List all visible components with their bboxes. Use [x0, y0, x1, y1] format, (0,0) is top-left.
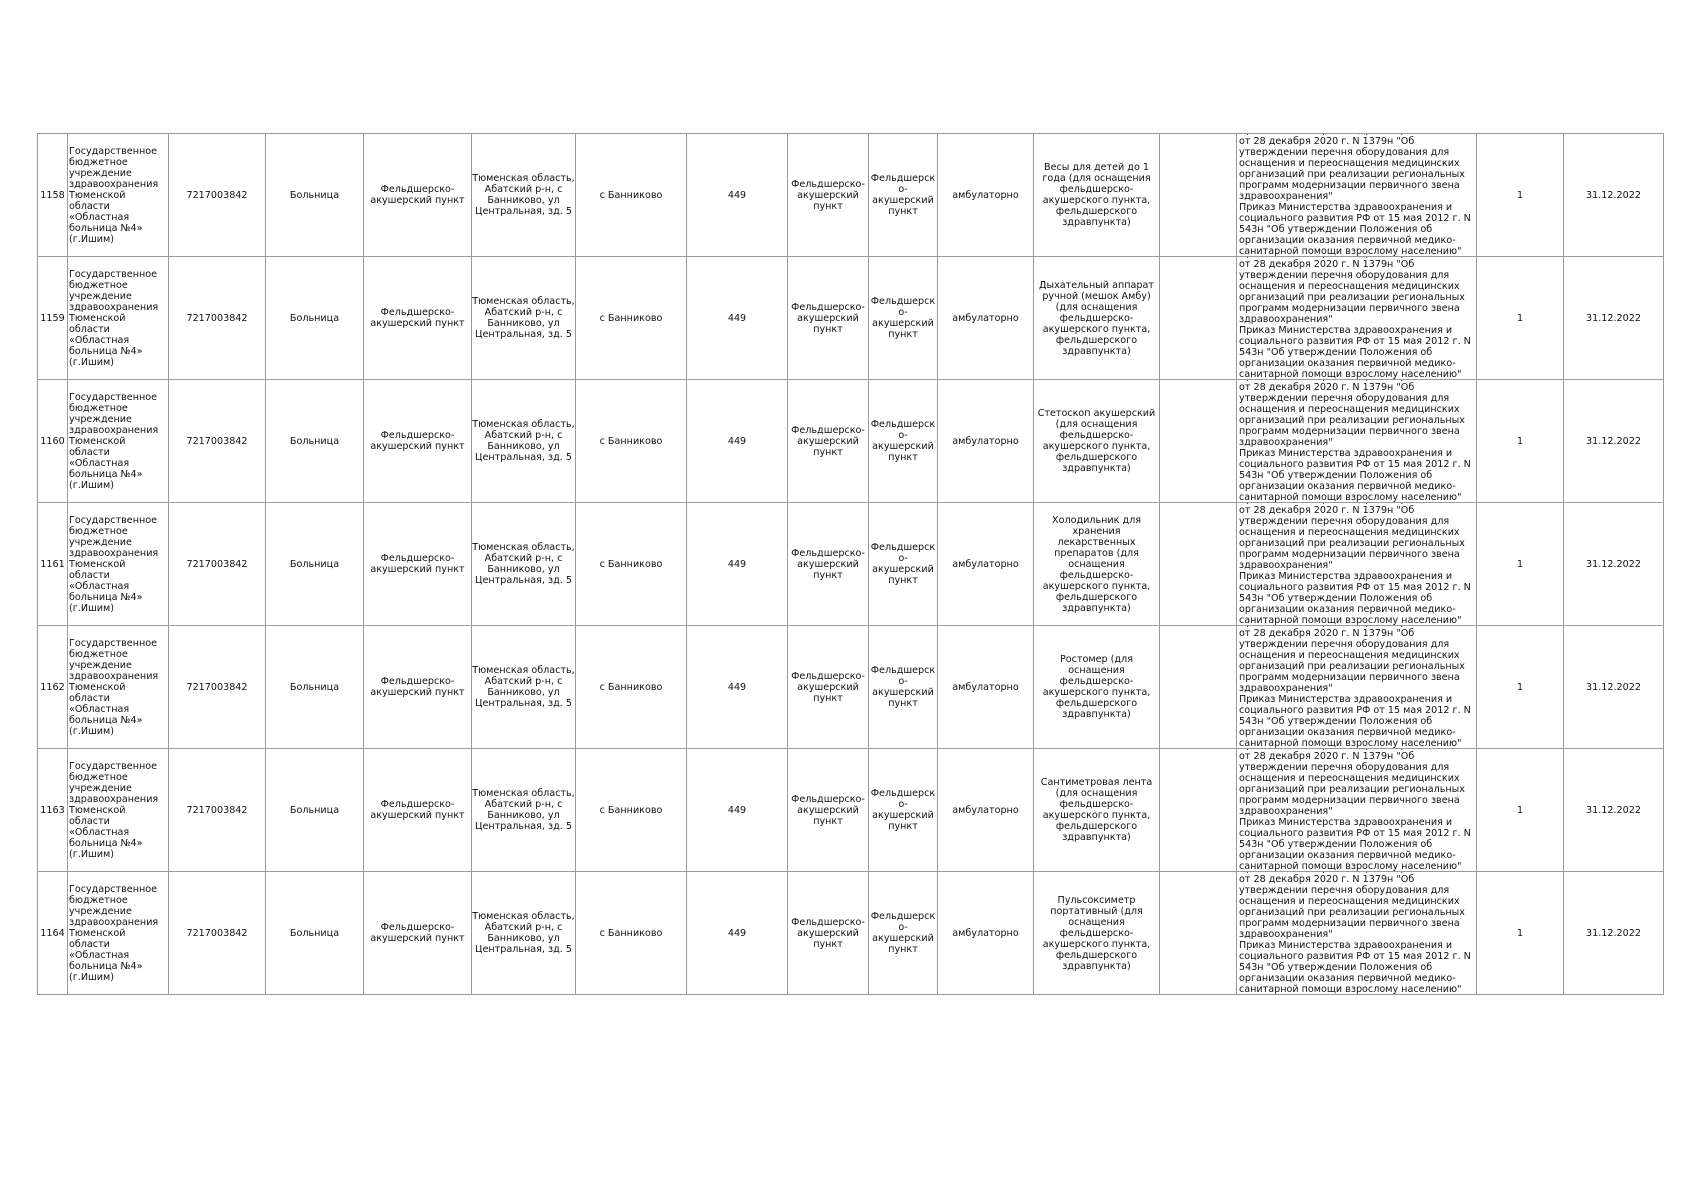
legal-basis-clip — [1237, 503, 1476, 625]
equipment-cell: Сантиметровая лента (для оснащения фельдшерско-акушерского пункта, фельдшерского здравпункта) — [1034, 749, 1160, 872]
care-form-cell: амбулаторно — [938, 626, 1034, 749]
locality-cell: с Банниково — [576, 626, 687, 749]
legal-basis-cell — [1237, 380, 1477, 503]
organization-cell: Государственное бюджетное учреждение здравоохранения Тюменской области «Областная больница №4» (г.Ишим) — [68, 872, 169, 995]
date-cell: 31.12.2022 — [1564, 749, 1664, 872]
legal-basis-cell — [1237, 257, 1477, 380]
organization-cell: Государственное бюджетное учреждение здравоохранения Тюменской области «Областная больница №4» (г.Ишим) — [68, 503, 169, 626]
equipment-cell: Пульсоксиметр портативный (для оснащения фельдшерско-акушерского пункта, фельдшерского здравпункта) — [1034, 872, 1160, 995]
row-number-cell: 1159 — [38, 257, 68, 380]
legal-basis-cell — [1237, 626, 1477, 749]
subunit-cell: Фельдшерско-акушерский пункт — [869, 380, 938, 503]
quantity-cell: 1 — [1477, 134, 1564, 257]
subunit-cell: Фельдшерско-акушерский пункт — [869, 626, 938, 749]
equipment-cell: Ростомер (для оснащения фельдшерско-акушерского пункта, фельдшерского здравпункта) — [1034, 626, 1160, 749]
table-row — [38, 626, 1664, 749]
date-cell: 31.12.2022 — [1564, 503, 1664, 626]
population-cell: 449 — [687, 503, 788, 626]
date-cell: 31.12.2022 — [1564, 872, 1664, 995]
unit-kind-cell: Фельдшерско-акушерский пункт — [788, 134, 869, 257]
inn-cell: 7217003842 — [169, 380, 266, 503]
address-cell: Тюменская область, Абатский р-н, с Банниково, ул Центральная, зд. 5 — [472, 257, 576, 380]
population-cell: 449 — [687, 380, 788, 503]
extra-cell — [1160, 380, 1237, 503]
population-cell: 449 — [687, 134, 788, 257]
table-row — [38, 749, 1664, 872]
quantity-cell: 1 — [1477, 503, 1564, 626]
quantity-cell: 1 — [1477, 380, 1564, 503]
inn-cell: 7217003842 — [169, 257, 266, 380]
date-cell: 31.12.2022 — [1564, 134, 1664, 257]
inn-cell: 7217003842 — [169, 749, 266, 872]
population-cell: 449 — [687, 257, 788, 380]
inn-cell: 7217003842 — [169, 134, 266, 257]
date-cell: 31.12.2022 — [1564, 626, 1664, 749]
organization-type-cell: Больница — [266, 134, 364, 257]
care-form-cell: амбулаторно — [938, 503, 1034, 626]
address-cell: Тюменская область, Абатский р-н, с Банниково, ул Центральная, зд. 5 — [472, 380, 576, 503]
row-number-cell: 1160 — [38, 380, 68, 503]
organization-cell: Государственное бюджетное учреждение здравоохранения Тюменской области «Областная больница №4» (г.Ишим) — [68, 626, 169, 749]
subunit-cell: Фельдшерско-акушерский пункт — [869, 134, 938, 257]
address-cell: Тюменская область, Абатский р-н, с Банниково, ул Центральная, зд. 5 — [472, 749, 576, 872]
organization-type-cell: Больница — [266, 626, 364, 749]
row-number-cell: 1162 — [38, 626, 68, 749]
legal-basis-cell — [1237, 503, 1477, 626]
legal-basis-cell — [1237, 134, 1477, 257]
unit-cell: Фельдшерско-акушерский пункт — [364, 380, 472, 503]
extra-cell — [1160, 257, 1237, 380]
organization-cell: Государственное бюджетное учреждение здравоохранения Тюменской области «Областная больница №4» (г.Ишим) — [68, 749, 169, 872]
organization-cell: Государственное бюджетное учреждение здравоохранения Тюменской области «Областная больница №4» (г.Ишим) — [68, 380, 169, 503]
legal-basis-clip — [1237, 257, 1476, 379]
table-row — [38, 872, 1664, 995]
care-form-cell: амбулаторно — [938, 380, 1034, 503]
inn-cell: 7217003842 — [169, 872, 266, 995]
unit-cell: Фельдшерско-акушерский пункт — [364, 626, 472, 749]
locality-cell: с Банниково — [576, 380, 687, 503]
address-cell: Тюменская область, Абатский р-н, с Банниково, ул Центральная, зд. 5 — [472, 134, 576, 257]
subunit-cell: Фельдшерско-акушерский пункт — [869, 503, 938, 626]
legal-basis-clip — [1237, 872, 1476, 994]
legal-basis-text: от 28 декабря 2020 г. N 1379н "Об утверждении перечня оборудования для оснащения и переоснащения медицинских организаций при реализации региональных программ модернизации первичного звена здравоохранения" Приказ Министерства здравоохранения и социального развития РФ от 15 мая 2012 г. N 543н "Об утверждении Положения об организации оказания первичной медико-санитарной помощи взрослому населению" — [1239, 382, 1471, 502]
locality-cell: с Банниково — [576, 257, 687, 380]
unit-kind-cell: Фельдшерско-акушерский пункт — [788, 626, 869, 749]
unit-kind-cell: Фельдшерско-акушерский пункт — [788, 872, 869, 995]
legal-basis-text: от 28 декабря 2020 г. N 1379н "Об утверждении перечня оборудования для оснащения и переоснащения медицинских организаций при реализации региональных программ модернизации первичного звена здравоохранения" Приказ Министерства здравоохранения и социального развития РФ от 15 мая 2012 г. N 543н "Об утверждении Положения об организации оказания первичной медико-санитарной помощи взрослому населению" — [1239, 751, 1471, 871]
population-cell: 449 — [687, 872, 788, 995]
legal-basis-cell — [1237, 872, 1477, 995]
legal-basis-clip — [1237, 134, 1476, 256]
legal-basis-text: от 28 декабря 2020 г. N 1379н "Об утверждении перечня оборудования для оснащения и переоснащения медицинских организаций при реализации региональных программ модернизации первичного звена здравоохранения" Приказ Министерства здравоохранения и социального развития РФ от 15 мая 2012 г. N 543н "Об утверждении Положения об организации оказания первичной медико-санитарной помощи взрослому населению" — [1239, 259, 1471, 379]
organization-type-cell: Больница — [266, 380, 364, 503]
date-cell: 31.12.2022 — [1564, 380, 1664, 503]
extra-cell — [1160, 872, 1237, 995]
locality-cell: с Банниково — [576, 134, 687, 257]
unit-kind-cell: Фельдшерско-акушерский пункт — [788, 257, 869, 380]
care-form-cell: амбулаторно — [938, 134, 1034, 257]
organization-type-cell: Больница — [266, 503, 364, 626]
table-row — [38, 257, 1664, 380]
unit-cell: Фельдшерско-акушерский пункт — [364, 872, 472, 995]
quantity-cell: 1 — [1477, 749, 1564, 872]
unit-kind-cell: Фельдшерско-акушерский пункт — [788, 380, 869, 503]
extra-cell — [1160, 503, 1237, 626]
locality-cell: с Банниково — [576, 872, 687, 995]
table-row — [38, 134, 1664, 257]
subunit-cell: Фельдшерско-акушерский пункт — [869, 749, 938, 872]
row-number-cell: 1161 — [38, 503, 68, 626]
equipment-cell: Стетоскоп акушерский (для оснащения фельдшерско-акушерского пункта, фельдшерского здравпункта) — [1034, 380, 1160, 503]
locality-cell: с Банниково — [576, 503, 687, 626]
care-form-cell: амбулаторно — [938, 257, 1034, 380]
quantity-cell: 1 — [1477, 626, 1564, 749]
extra-cell — [1160, 626, 1237, 749]
table-row — [38, 503, 1664, 626]
address-cell: Тюменская область, Абатский р-н, с Банниково, ул Центральная, зд. 5 — [472, 626, 576, 749]
population-cell: 449 — [687, 626, 788, 749]
extra-cell — [1160, 749, 1237, 872]
unit-cell: Фельдшерско-акушерский пункт — [364, 749, 472, 872]
equipment-cell: Холодильник для хранения лекарственных препаратов (для оснащения фельдшерско-акушерского пункта, фельдшерского здравпункта) — [1034, 503, 1160, 626]
equipment-cell: Дыхательный аппарат ручной (мешок Амбу) (для оснащения фельдшерско-акушерского пункта, фельдшерского здравпункта) — [1034, 257, 1160, 380]
unit-cell: Фельдшерско-акушерский пункт — [364, 503, 472, 626]
date-cell: 31.12.2022 — [1564, 257, 1664, 380]
legal-basis-cell — [1237, 749, 1477, 872]
inn-cell: 7217003842 — [169, 503, 266, 626]
subunit-cell: Фельдшерско-акушерский пункт — [869, 872, 938, 995]
row-number-cell: 1158 — [38, 134, 68, 257]
row-number-cell: 1164 — [38, 872, 68, 995]
legal-basis-text: от 28 декабря 2020 г. N 1379н "Об утверждении перечня оборудования для оснащения и переоснащения медицинских организаций при реализации региональных программ модернизации первичного звена здравоохранения" Приказ Министерства здравоохранения и социального развития РФ от 15 мая 2012 г. N 543н "Об утверждении Положения об организации оказания первичной медико-санитарной помощи взрослому населению" — [1239, 136, 1471, 256]
organization-type-cell: Больница — [266, 749, 364, 872]
equipment-cell: Весы для детей до 1 года (для оснащения фельдшерско-акушерского пункта, фельдшерского здравпункта) — [1034, 134, 1160, 257]
legal-basis-clip — [1237, 626, 1476, 748]
extra-cell — [1160, 134, 1237, 257]
subunit-cell: Фельдшерско-акушерский пункт — [869, 257, 938, 380]
equipment-table — [37, 133, 1664, 995]
address-cell: Тюменская область, Абатский р-н, с Банниково, ул Центральная, зд. 5 — [472, 503, 576, 626]
organization-type-cell: Больница — [266, 872, 364, 995]
legal-basis-text: от 28 декабря 2020 г. N 1379н "Об утверждении перечня оборудования для оснащения и переоснащения медицинских организаций при реализации региональных программ модернизации первичного звена здравоохранения" Приказ Министерства здравоохранения и социального развития РФ от 15 мая 2012 г. N 543н "Об утверждении Положения об организации оказания первичной медико-санитарной помощи взрослому населению" — [1239, 505, 1471, 625]
legal-basis-text: от 28 декабря 2020 г. N 1379н "Об утверждении перечня оборудования для оснащения и переоснащения медицинских организаций при реализации региональных программ модернизации первичного звена здравоохранения" Приказ Министерства здравоохранения и социального развития РФ от 15 мая 2012 г. N 543н "Об утверждении Положения об организации оказания первичной медико-санитарной помощи взрослому населению" — [1239, 628, 1471, 748]
quantity-cell: 1 — [1477, 872, 1564, 995]
quantity-cell: 1 — [1477, 257, 1564, 380]
row-number-cell: 1163 — [38, 749, 68, 872]
legal-basis-clip — [1237, 749, 1476, 871]
table-row — [38, 380, 1664, 503]
legal-basis-clip — [1237, 380, 1476, 502]
legal-basis-text: от 28 декабря 2020 г. N 1379н "Об утверждении перечня оборудования для оснащения и переоснащения медицинских организаций при реализации региональных программ модернизации первичного звена здравоохранения" Приказ Министерства здравоохранения и социального развития РФ от 15 мая 2012 г. N 543н "Об утверждении Положения об организации оказания первичной медико-санитарной помощи взрослому населению" — [1239, 874, 1471, 994]
unit-kind-cell: Фельдшерско-акушерский пункт — [788, 749, 869, 872]
unit-kind-cell: Фельдшерско-акушерский пункт — [788, 503, 869, 626]
organization-type-cell: Больница — [266, 257, 364, 380]
locality-cell: с Банниково — [576, 749, 687, 872]
organization-cell: Государственное бюджетное учреждение здравоохранения Тюменской области «Областная больница №4» (г.Ишим) — [68, 257, 169, 380]
organization-cell: Государственное бюджетное учреждение здравоохранения Тюменской области «Областная больница №4» (г.Ишим) — [68, 134, 169, 257]
unit-cell: Фельдшерско-акушерский пункт — [364, 257, 472, 380]
care-form-cell: амбулаторно — [938, 749, 1034, 872]
inn-cell: 7217003842 — [169, 626, 266, 749]
unit-cell: Фельдшерско-акушерский пункт — [364, 134, 472, 257]
population-cell: 449 — [687, 749, 788, 872]
table-body — [38, 134, 1664, 995]
care-form-cell: амбулаторно — [938, 872, 1034, 995]
address-cell: Тюменская область, Абатский р-н, с Банниково, ул Центральная, зд. 5 — [472, 872, 576, 995]
